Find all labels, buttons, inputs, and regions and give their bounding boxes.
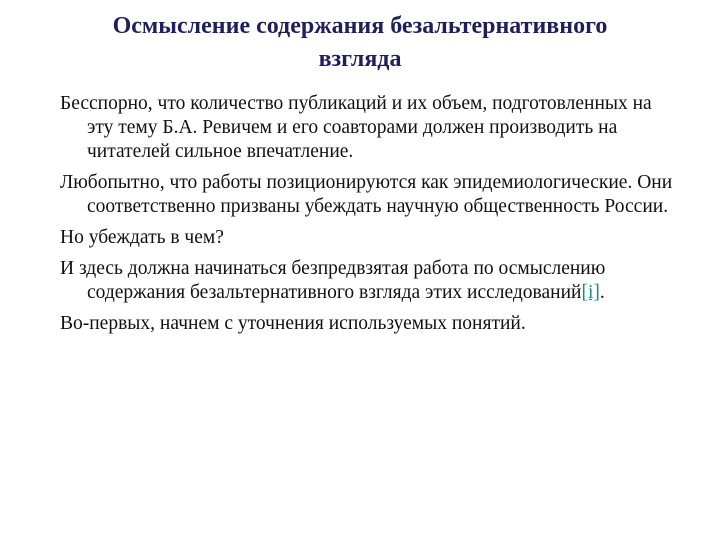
slide-title: [40, 10, 680, 76]
slide-title-line-1: Осмысление содержания безальтернативного: [112, 13, 608, 39]
footnote-link[interactable]: [i]: [581, 282, 600, 303]
slide-title-line-2: взгляда: [318, 46, 402, 72]
slide-body: [60, 92, 680, 343]
paragraph-4-tail: .: [599, 282, 605, 303]
paragraph-1: Бесспорно, что количество публикаций и их объем, подготовленных на эту тему Б.А. Ревичем и его соавторами должен производить на читателей сильное впечатление.: [60, 93, 652, 162]
paragraph-3: Но убеждать в чем?: [60, 227, 224, 248]
paragraph-5: Во-первых, начнем с уточнения используемых понятий.: [60, 313, 526, 334]
paragraph-4: [60, 257, 680, 305]
paragraph-2: Любопытно, что работы позиционируются как эпидемиологические. Они соответственно призваны убеждать научную общественность России.: [60, 172, 673, 217]
paragraph-4-text: И здесь должна начинаться безпредвзятая работа по осмыслению содержания безальтернативного взгляда этих исследований: [60, 258, 606, 303]
